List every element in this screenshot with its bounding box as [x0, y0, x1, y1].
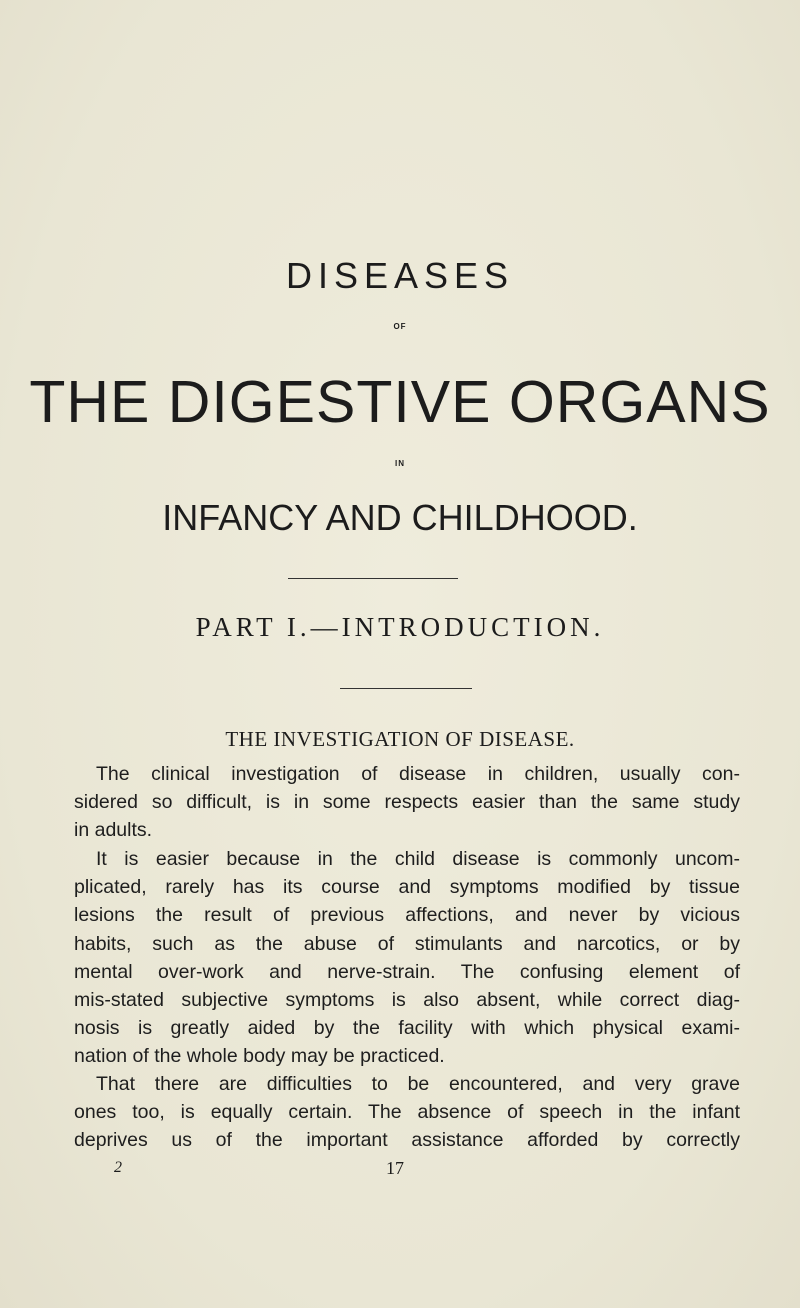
paragraph-line: mental over-work and nerve-strain. The confusing element of — [74, 960, 740, 983]
page-footer — [0, 1156, 800, 1180]
paragraph-3 — [74, 1070, 740, 1155]
signature-mark: 2 — [114, 1159, 122, 1176]
page-number: 17 — [386, 1158, 404, 1178]
part-heading: PART I.—INTRODUCTION. — [195, 612, 605, 642]
paragraph-line: nation of the whole body may be practiced. — [74, 1045, 445, 1068]
paragraph-line: habits, such as the abuse of stimulants and narcotics, or by — [74, 932, 740, 955]
paragraph-line: ones too, is equally certain. The absence of speech in the infant — [74, 1101, 740, 1124]
paragraph-line: lesions the result of previous affections, and never by vicious — [74, 904, 740, 927]
paragraph-1 — [74, 760, 740, 845]
paragraph-2 — [74, 845, 740, 1071]
title-connector-of: OF — [393, 322, 407, 331]
paragraph-line: That there are difficulties to be encountered, and very grave — [96, 1073, 740, 1095]
paragraph-line: mis-stated subjective symptoms is also absent, while correct diag- — [74, 988, 740, 1011]
paragraph-line: The clinical investigation of disease in children, usually con- — [96, 763, 740, 785]
paragraph-line: sidered so difficult, is in some respects easier than the same study — [74, 791, 740, 814]
paragraph-line: It is easier because in the child disease is commonly uncom- — [96, 848, 740, 870]
divider-rule-lower — [340, 688, 472, 689]
title-line-diseases: DISEASES — [285, 255, 515, 296]
paragraph-line: in adults. — [74, 819, 153, 842]
title-connector-in: IN — [395, 459, 405, 468]
paragraph-line: plicated, rarely has its course and symptoms modified by tissue — [74, 876, 740, 899]
section-heading: THE INVESTIGATION OF DISEASE. — [225, 727, 575, 751]
title-line-digestive-organs: THE DIGESTIVE ORGANS — [29, 369, 771, 435]
paragraph-line: deprives us of the important assistance afforded by correctly — [74, 1129, 740, 1152]
title-line-infancy-childhood: INFANCY AND CHILDHOOD. — [162, 497, 638, 538]
paragraph-line: nosis is greatly aided by the facility with which physical exami- — [74, 1017, 740, 1040]
divider-rule-upper — [288, 578, 458, 579]
